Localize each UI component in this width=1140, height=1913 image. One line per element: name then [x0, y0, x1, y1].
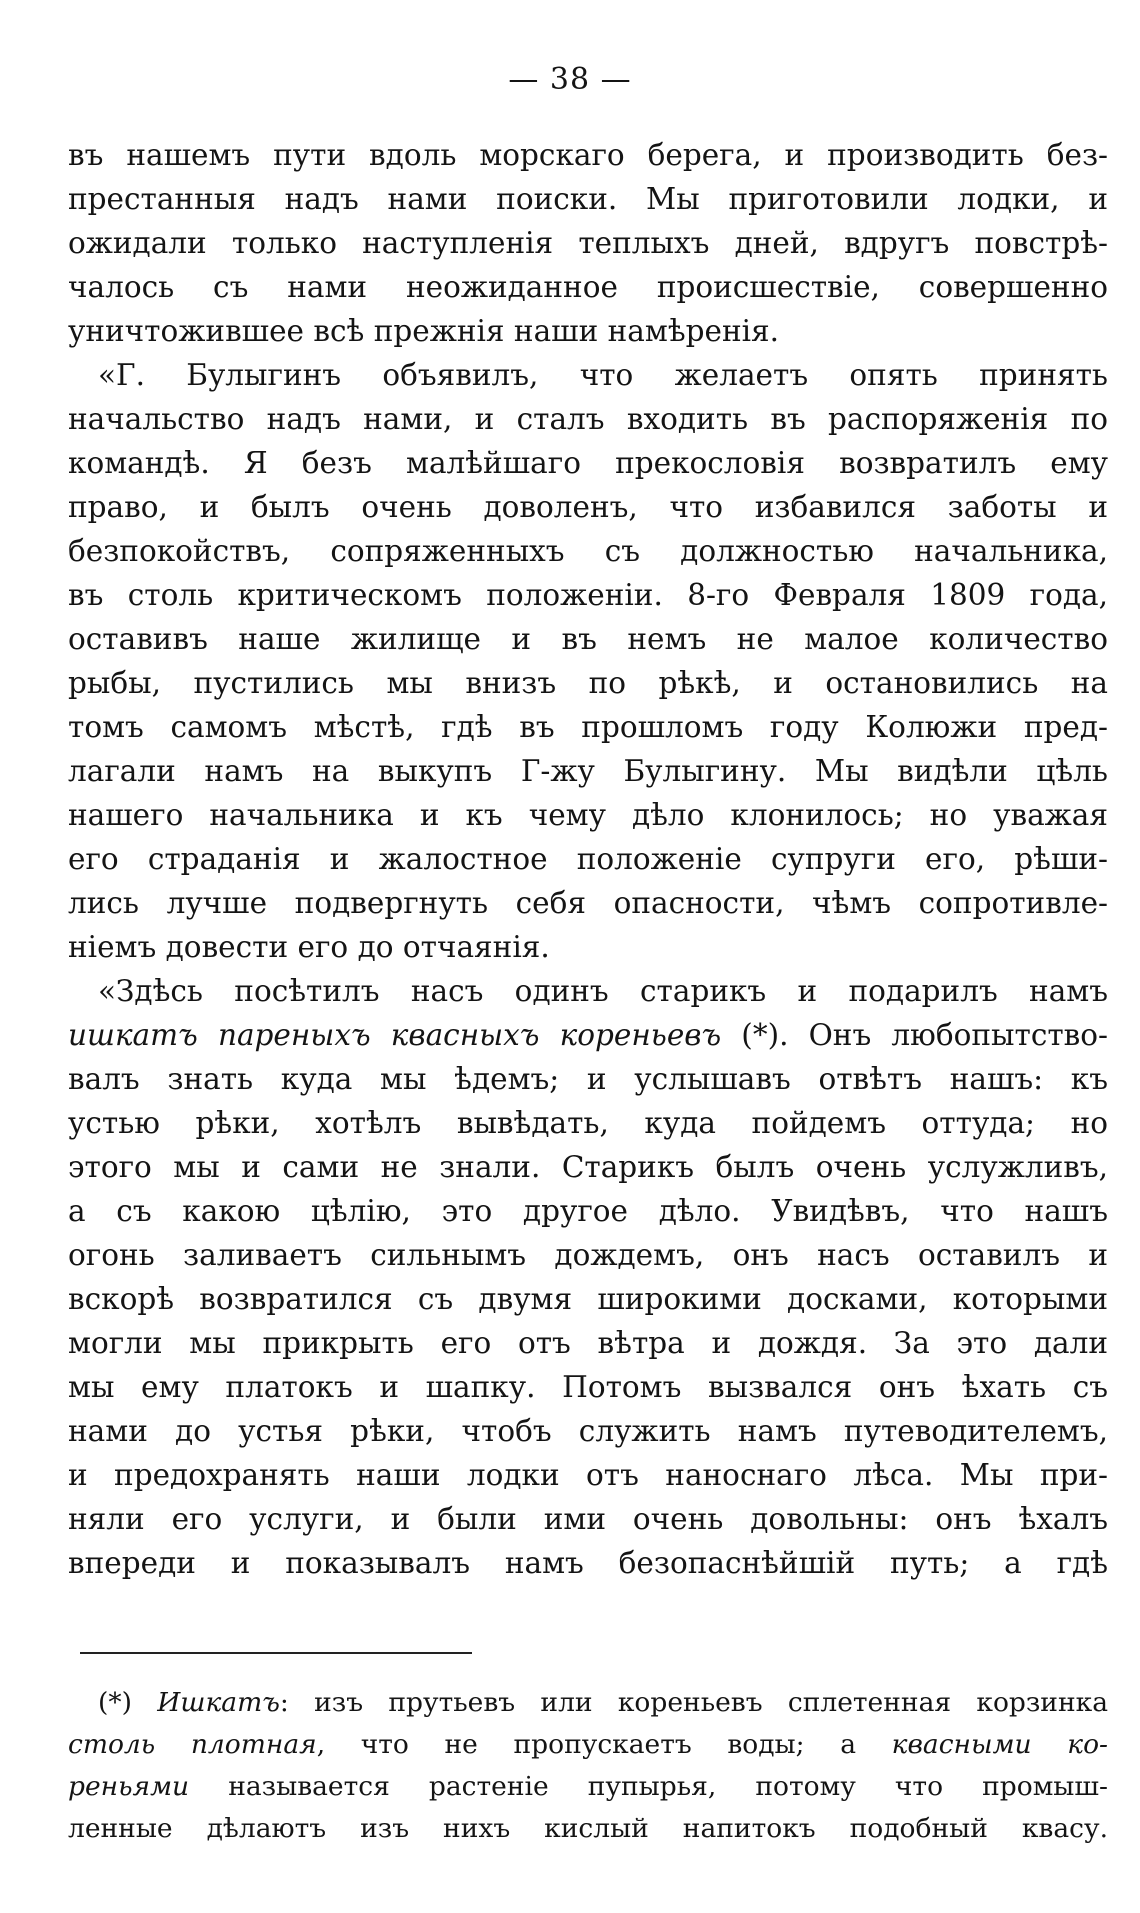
text-line: нашего начальника и къ чему дѣло клонилось; но уважая [68, 798, 1108, 832]
text-line: чалось съ нами неожиданное происшествіе, совершенно [68, 270, 1108, 304]
text-line: впереди и показывалъ намъ безопаснѣйшій путь; а гдѣ [68, 1546, 1108, 1580]
paragraph-start: «Здѣсь посѣтилъ насъ одинъ старикъ и подарилъ намъ [98, 974, 1108, 1008]
footnote-line: ленные дѣлаютъ изъ нихъ кислый напитокъ подобный квасу. [68, 1813, 1108, 1844]
text-line: лись лучше подвергнуть себя опасности, чѣмъ сопротивле- [68, 886, 1108, 920]
text-span: называется растеніе пупырья, потому что промыш- [189, 1771, 1108, 1802]
footnote-line [68, 1766, 1108, 1808]
footnote-term: Ишкатъ [157, 1687, 280, 1718]
text-line: этого мы и сами не знали. Старикъ былъ очень услужливъ, [68, 1150, 1108, 1184]
text-line: безпокойствъ, сопряженныхъ съ должностью начальника, [68, 534, 1108, 568]
page-number: — 38 — [508, 62, 632, 97]
text-line: няли его услуги, и были ими очень довольны: онъ ѣхалъ [68, 1502, 1108, 1536]
text-line: уничтожившее всѣ прежнія наши намѣренія. [68, 314, 780, 348]
text-line: томъ самомъ мѣстѣ, гдѣ въ прошломъ году Колюжи пред- [68, 710, 1108, 744]
text-line: ожидали только наступленія теплыхъ дней, вдругъ повстрѣ- [68, 226, 1108, 260]
footnote-line [68, 1682, 1108, 1724]
text-line: мы ему платокъ и шапку. Потомъ вызвался онъ ѣхать съ [68, 1370, 1108, 1404]
italic-term: ишкатъ пареныхъ квасныхъ кореньевъ [68, 1018, 722, 1052]
text-line: нами до устья рѣки, чтобъ служить намъ путеводителемъ, [68, 1414, 1108, 1448]
text-span: (*). Онъ любопытство- [721, 1018, 1108, 1052]
text-line: рыбы, пустились мы внизъ по рѣкѣ, и остановились на [68, 666, 1108, 700]
paragraph-start: «Г. Булыгинъ объявилъ, что желаетъ опять принять [98, 358, 1108, 392]
footnote-mark: (*) [98, 1687, 158, 1718]
text-line: и предохранять наши лодки отъ наноснаго лѣса. Мы при- [68, 1458, 1108, 1492]
italic-phrase: столь плотная [68, 1729, 317, 1760]
text-line: могли мы прикрыть его отъ вѣтра и дождя. За это дали [68, 1326, 1108, 1360]
text-line: командѣ. Я безъ малѣйшаго прекословія возвратилъ ему [68, 446, 1108, 480]
footnote-line [68, 1724, 1108, 1766]
footnote-divider [80, 1652, 472, 1654]
text-line: а съ какою цѣлію, это другое дѣло. Увидѣвъ, что нашъ [68, 1194, 1108, 1228]
text-line: въ нашемъ пути вдоль морскаго берега, и производить без- [68, 138, 1108, 172]
text-span: : изъ прутьевъ или кореньевъ сплетенная корзинка [279, 1687, 1108, 1718]
text-line: лагали намъ на выкупъ Г-жу Булыгину. Мы видѣли цѣль [68, 754, 1108, 788]
text-line: вскорѣ возвратился съ двумя широкими досками, которыми [68, 1282, 1108, 1316]
text-line: устью рѣки, хотѣлъ вывѣдать, куда пойдемъ оттуда; но [68, 1106, 1108, 1140]
italic-phrase: реньями [68, 1771, 190, 1802]
text-line: престанныя надъ нами поиски. Мы приготовили лодки, и [68, 182, 1108, 216]
text-span: , что не пропускаетъ воды; а [316, 1729, 892, 1760]
text-line: право, и былъ очень доволенъ, что избавился заботы и [68, 490, 1108, 524]
text-line [68, 1013, 1108, 1057]
text-line: начальство надъ нами, и сталъ входить въ распоряженія по [68, 402, 1108, 436]
text-line: его страданія и жалостное положеніе супруги его, рѣши- [68, 842, 1108, 876]
italic-phrase: квасными ко- [891, 1729, 1108, 1760]
text-line: оставивъ наше жилище и въ немъ не малое количество [68, 622, 1108, 656]
text-line: огонь заливаетъ сильнымъ дождемъ, онъ насъ оставилъ и [68, 1238, 1108, 1272]
text-line: валъ знать куда мы ѣдемъ; и услышавъ отвѣтъ нашъ: къ [68, 1062, 1108, 1096]
text-line: въ столь критическомъ положеніи. 8-го Февраля 1809 года, [68, 578, 1108, 612]
text-line: ніемъ довести его до отчаянія. [68, 930, 550, 964]
